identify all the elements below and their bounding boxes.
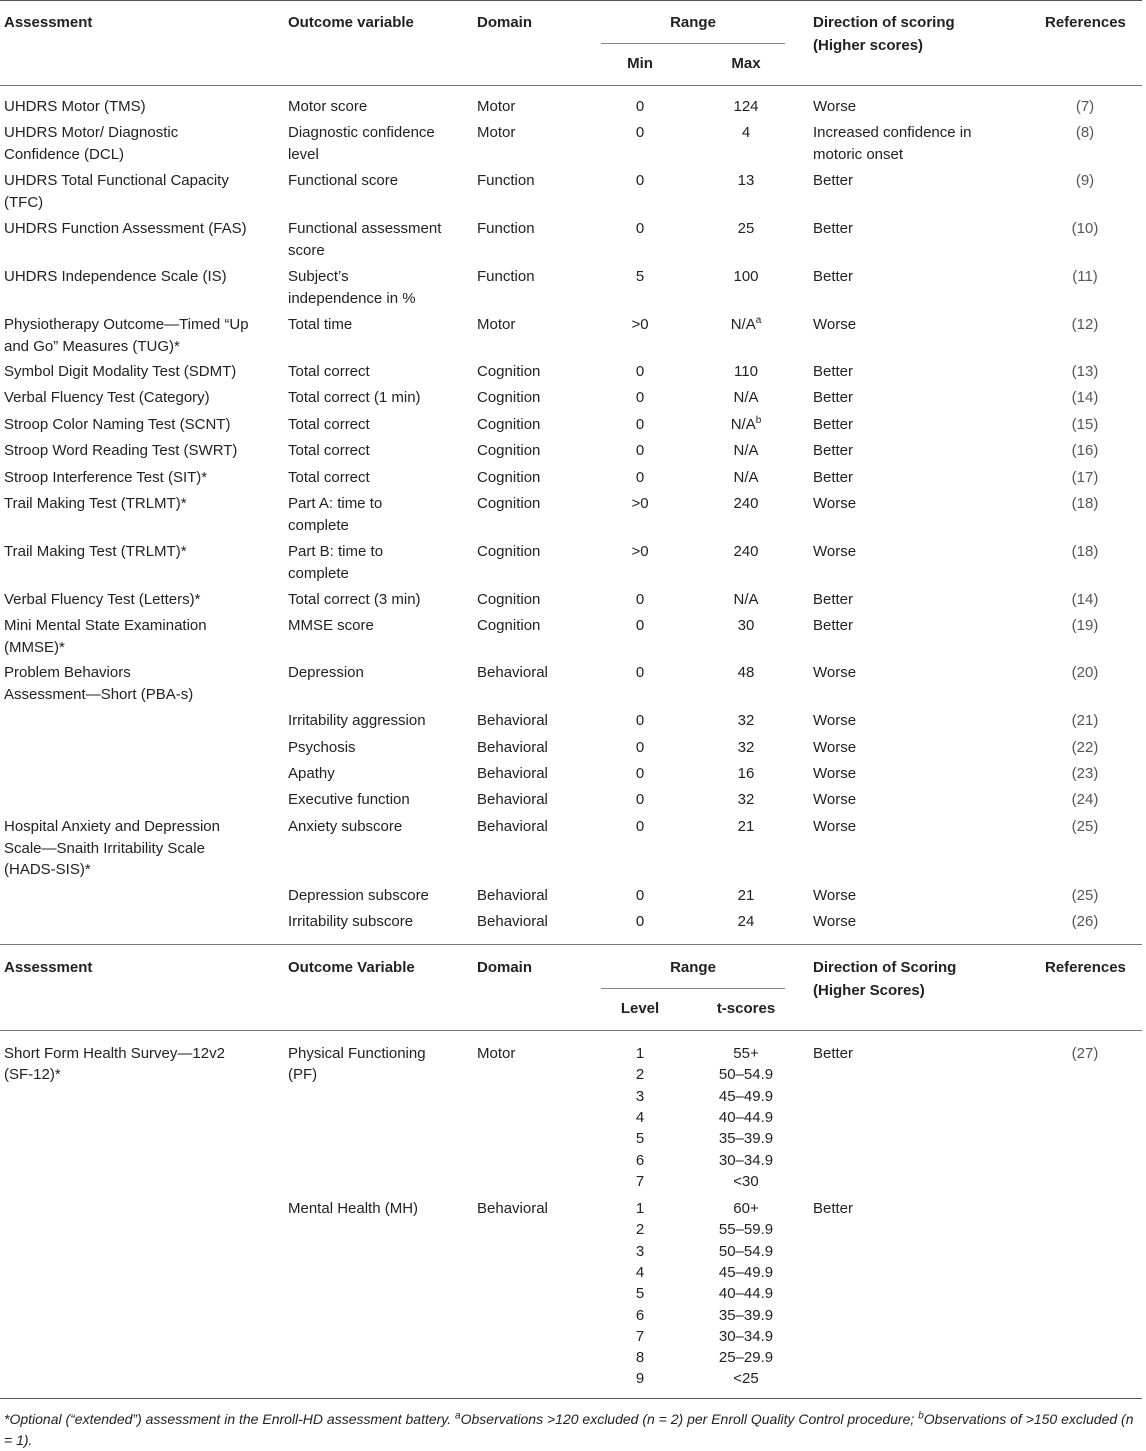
- max-value: N/A: [733, 469, 759, 486]
- domain-cell: Cognition: [477, 591, 541, 608]
- min-cell: >0: [631, 495, 649, 512]
- tscore-cell: 55+: [733, 1045, 759, 1062]
- min-cell: 0: [635, 416, 645, 433]
- direction-cell: Better: [813, 617, 854, 634]
- reference-cell: (27): [1071, 1045, 1099, 1062]
- direction-cell: Better: [813, 469, 854, 486]
- min-cell: 0: [635, 389, 645, 406]
- outcome-cell: Apathy: [288, 765, 335, 782]
- max-value: 124: [733, 98, 759, 115]
- max-cell: [706, 361, 786, 383]
- max-cell: [706, 911, 786, 933]
- header2-rule: [0, 1030, 1142, 1031]
- max-value: 32: [737, 739, 755, 756]
- outcome-cell: Depression: [288, 664, 364, 681]
- outcome-cell: Total correct (3 min): [288, 591, 421, 608]
- min-cell: 0: [635, 712, 645, 729]
- direction-cell: Increased confidence in: [813, 124, 972, 141]
- direction-cell: Better: [813, 268, 854, 285]
- max-value: 25: [737, 220, 755, 237]
- min-cell: 0: [635, 363, 645, 380]
- min-cell: 0: [635, 913, 645, 930]
- min-cell: 0: [635, 617, 645, 634]
- outcome-cell: Anxiety subscore: [288, 818, 403, 835]
- reference-cell: (11): [1072, 268, 1098, 285]
- tscore-cell: <25: [733, 1370, 759, 1388]
- header-assessment: Assessment: [4, 14, 93, 31]
- level-cell: 3: [635, 1242, 645, 1260]
- reference-cell: (25): [1071, 818, 1099, 835]
- max-cell: [706, 885, 786, 907]
- header2-tscores: t-scores: [716, 1000, 776, 1017]
- max-value: 240: [733, 543, 759, 560]
- direction-cell: Worse: [813, 98, 857, 115]
- assessment-cell: Scale—Snaith Irritability Scale: [4, 839, 205, 857]
- reference-cell: (14): [1071, 591, 1099, 608]
- domain-cell: Behavioral: [477, 791, 548, 808]
- assessment-cell: Short Form Health Survey—12v2: [4, 1045, 225, 1062]
- direction-cell: Better: [813, 416, 854, 433]
- max-cell: [706, 218, 786, 240]
- domain-cell: Behavioral: [477, 913, 548, 930]
- outcome-cell: (PF): [288, 1066, 318, 1084]
- tscore-cell: 40–44.9: [718, 1108, 774, 1126]
- tscore-cell: 55–59.9: [718, 1221, 774, 1239]
- header-references: References: [1045, 14, 1126, 31]
- outcome-cell: Physical Functioning: [288, 1045, 426, 1062]
- outcome-cell: Functional score: [288, 172, 399, 189]
- domain-cell: Motor: [477, 98, 516, 115]
- max-value: 16: [737, 765, 755, 782]
- max-cell: [706, 170, 786, 192]
- max-cell: [706, 266, 786, 288]
- domain-cell: Cognition: [477, 543, 541, 560]
- reference-cell: (22): [1071, 739, 1099, 756]
- header2-level: Level: [620, 1000, 660, 1017]
- max-value: 240: [733, 495, 759, 512]
- header2-direction-sub: (Higher Scores): [813, 982, 925, 999]
- reference-cell: (24): [1071, 791, 1099, 808]
- tscore-cell: 35–39.9: [718, 1306, 774, 1324]
- footnote-marker: a: [755, 315, 762, 326]
- max-value: 48: [737, 664, 755, 681]
- direction-cell: Worse: [813, 818, 857, 835]
- max-cell: [706, 122, 786, 144]
- header2-direction: Direction of Scoring: [813, 959, 957, 976]
- max-cell: [706, 96, 786, 118]
- domain-cell: Cognition: [477, 363, 541, 380]
- assessment-cell: Assessment—Short (PBA-s): [4, 685, 194, 703]
- assessment-cell: Verbal Fluency Test (Category): [4, 389, 210, 406]
- min-cell: 0: [635, 442, 645, 459]
- reference-cell: (18): [1071, 543, 1099, 560]
- tscore-cell: 50–54.9: [718, 1066, 774, 1084]
- assessment-cell: UHDRS Motor (TMS): [4, 98, 146, 115]
- outcome-cell: Irritability aggression: [288, 712, 426, 729]
- assessment-cell: UHDRS Independence Scale (IS): [4, 268, 227, 285]
- level-cell: 2: [635, 1221, 645, 1239]
- direction-cell: Better: [813, 363, 854, 380]
- level-cell: 2: [635, 1066, 645, 1084]
- domain-cell: Function: [477, 268, 535, 285]
- max-value: N/A: [733, 442, 759, 459]
- max-cell: [706, 816, 786, 838]
- domain-cell: Motor: [477, 316, 516, 333]
- domain-cell: Function: [477, 220, 535, 237]
- direction-cell: Better: [813, 389, 854, 406]
- reference-cell: (13): [1071, 363, 1099, 380]
- max-value: 32: [737, 712, 755, 729]
- domain-cell: Cognition: [477, 416, 541, 433]
- tscore-cell: 45–49.9: [718, 1263, 774, 1281]
- reference-cell: (19): [1071, 617, 1099, 634]
- direction-cell: Better: [813, 1045, 854, 1062]
- assessment-cell: (HADS-SIS)*: [4, 861, 91, 878]
- direction-cell: Better: [813, 591, 854, 608]
- header-max: Max: [731, 55, 761, 72]
- max-cell: [706, 541, 786, 563]
- domain-cell: Behavioral: [477, 1200, 548, 1217]
- assessment-cell: Hospital Anxiety and Depression: [4, 818, 220, 835]
- assessment-cell: (TFC): [4, 193, 44, 211]
- min-cell: 0: [635, 739, 645, 756]
- assessment-cell: (MMSE)*: [4, 638, 65, 656]
- domain-cell: Behavioral: [477, 887, 548, 904]
- min-cell: 0: [635, 664, 645, 681]
- min-cell: 0: [635, 591, 645, 608]
- outcome-cell: Total correct: [288, 442, 370, 459]
- outcome-cell: Irritability subscore: [288, 913, 414, 930]
- outcome-cell: MMSE score: [288, 617, 374, 634]
- min-cell: 0: [635, 98, 645, 115]
- assessment-cell: Stroop Interference Test (SIT)*: [4, 469, 208, 486]
- header2-assessment: Assessment: [4, 959, 93, 976]
- outcome-cell: complete: [288, 516, 349, 534]
- bottom-rule: [0, 1398, 1142, 1399]
- min-cell: 0: [635, 887, 645, 904]
- min-cell: 0: [635, 818, 645, 835]
- level-cell: 7: [635, 1327, 645, 1345]
- max-cell: [706, 387, 786, 409]
- header-rule: [0, 85, 1142, 86]
- min-cell: >0: [631, 316, 649, 333]
- max-value: 24: [737, 913, 755, 930]
- max-cell: [706, 737, 786, 759]
- domain-cell: Cognition: [477, 442, 541, 459]
- header-direction-sub: (Higher scores): [813, 37, 924, 54]
- range-divider: [601, 43, 785, 44]
- footnote-b-mark: b: [918, 1410, 924, 1422]
- assessment-cell: Mini Mental State Examination: [4, 617, 207, 634]
- reference-cell: (26): [1071, 913, 1099, 930]
- assessment-cell: and Go” Measures (TUG)*: [4, 337, 180, 355]
- outcome-cell: Total correct (1 min): [288, 389, 421, 406]
- level-cell: 1: [635, 1200, 645, 1217]
- max-cell: [706, 440, 786, 462]
- direction-cell: Worse: [813, 712, 857, 729]
- outcome-cell: Total correct: [288, 469, 370, 486]
- reference-cell: (20): [1071, 664, 1099, 681]
- domain-cell: Function: [477, 172, 535, 189]
- outcome-cell: Part A: time to: [288, 495, 383, 512]
- max-cell: [706, 493, 786, 515]
- domain-cell: Cognition: [477, 617, 541, 634]
- reference-cell: (10): [1071, 220, 1099, 237]
- assessment-cell: Confidence (DCL): [4, 145, 125, 163]
- tscore-cell: 30–34.9: [718, 1151, 774, 1169]
- top-rule: [0, 0, 1142, 1]
- reference-cell: (15): [1071, 416, 1099, 433]
- max-value: 21: [737, 818, 755, 835]
- domain-cell: Behavioral: [477, 712, 548, 729]
- max-cell: [706, 662, 786, 684]
- direction-cell: Worse: [813, 316, 857, 333]
- min-cell: 5: [635, 268, 645, 285]
- level-cell: 4: [635, 1108, 645, 1126]
- max-value: 30: [737, 617, 755, 634]
- outcome-cell: score: [288, 241, 325, 259]
- outcome-cell: Executive function: [288, 791, 410, 808]
- tscore-cell: 50–54.9: [718, 1242, 774, 1260]
- max-value: 4: [741, 124, 751, 141]
- footnote-b-text: Observations of >150 excluded (n = 1).: [4, 1411, 1134, 1448]
- domain-cell: Cognition: [477, 495, 541, 512]
- header-range: Range: [670, 14, 716, 31]
- min-cell: 0: [635, 791, 645, 808]
- level-cell: 7: [635, 1172, 645, 1190]
- domain-cell: Behavioral: [477, 818, 548, 835]
- domain-cell: Motor: [477, 124, 516, 141]
- footnote-star: *Optional (“extended”) assessment in the Enroll-HD assessment battery.: [4, 1411, 456, 1427]
- assessment-cell: UHDRS Motor/ Diagnostic: [4, 124, 179, 141]
- tscore-cell: 30–34.9: [718, 1327, 774, 1345]
- direction-cell: Worse: [813, 791, 857, 808]
- outcome-cell: complete: [288, 564, 349, 582]
- outcome-cell: level: [288, 145, 319, 163]
- max-cell: [706, 789, 786, 811]
- domain-cell: Behavioral: [477, 664, 548, 681]
- header2-range: Range: [670, 959, 716, 976]
- outcome-cell: Total correct: [288, 363, 370, 380]
- min-cell: 0: [635, 220, 645, 237]
- footnote: [4, 1409, 1144, 1451]
- domain-cell: Behavioral: [477, 765, 548, 782]
- direction-cell: Worse: [813, 664, 857, 681]
- header2-references: References: [1045, 959, 1126, 976]
- reference-cell: (12): [1071, 316, 1099, 333]
- assessment-cell: UHDRS Function Assessment (FAS): [4, 220, 247, 237]
- footnote-a-text: Observations >120 excluded (n = 2) per Enroll Quality Control procedure;: [460, 1411, 919, 1427]
- domain-cell: Cognition: [477, 469, 541, 486]
- footnote-a-mark: a: [455, 1410, 461, 1422]
- outcome-cell: Psychosis: [288, 739, 356, 756]
- outcome-cell: Subject’s: [288, 268, 349, 285]
- footnote-marker: b: [755, 415, 762, 426]
- outcome-cell: Diagnostic confidence: [288, 124, 435, 141]
- min-cell: 0: [635, 765, 645, 782]
- header-domain: Domain: [477, 14, 533, 31]
- direction-cell: Worse: [813, 543, 857, 560]
- section-rule: [0, 944, 1142, 945]
- max-value: 32: [737, 791, 755, 808]
- assessment-cell: Problem Behaviors: [4, 664, 131, 681]
- direction-cell: motoric onset: [813, 145, 904, 163]
- assessment-cell: Trail Making Test (TRLMT)*: [4, 495, 187, 512]
- max-cell: [706, 710, 786, 732]
- header-direction: Direction of scoring: [813, 14, 955, 31]
- reference-cell: (18): [1071, 495, 1099, 512]
- max-cell: [706, 414, 786, 436]
- outcome-cell: Total correct: [288, 416, 370, 433]
- outcome-cell: Functional assessment: [288, 220, 442, 237]
- outcome-cell: Part B: time to: [288, 543, 384, 560]
- max-cell: [706, 467, 786, 489]
- max-value: 110: [734, 363, 758, 380]
- reference-cell: (7): [1075, 98, 1095, 115]
- domain-cell: Motor: [477, 1045, 516, 1062]
- header2-outcome: Outcome Variable: [288, 959, 415, 976]
- direction-cell: Worse: [813, 495, 857, 512]
- direction-cell: Worse: [813, 765, 857, 782]
- level-cell: 5: [635, 1130, 645, 1148]
- min-cell: 0: [635, 469, 645, 486]
- max-cell: [706, 615, 786, 637]
- level-cell: 6: [635, 1151, 645, 1169]
- direction-cell: Better: [813, 442, 854, 459]
- max-value: N/A: [730, 316, 756, 333]
- direction-cell: Better: [813, 220, 854, 237]
- direction-cell: Worse: [813, 887, 857, 904]
- min-cell: 0: [635, 172, 645, 189]
- level-cell: 1: [635, 1045, 645, 1062]
- direction-cell: Worse: [813, 913, 857, 930]
- max-cell: [706, 763, 786, 785]
- assessment-cell: Physiotherapy Outcome—Timed “Up: [4, 316, 249, 333]
- level-cell: 3: [635, 1087, 645, 1105]
- reference-cell: (23): [1071, 765, 1099, 782]
- reference-cell: (17): [1071, 469, 1099, 486]
- direction-cell: Better: [813, 172, 854, 189]
- assessment-cell: Trail Making Test (TRLMT)*: [4, 543, 187, 560]
- reference-cell: (9): [1075, 172, 1095, 189]
- header-outcome: Outcome variable: [288, 14, 414, 31]
- assessment-cell: Stroop Color Naming Test (SCNT): [4, 416, 231, 433]
- direction-cell: Worse: [813, 739, 857, 756]
- max-value: 100: [733, 268, 759, 285]
- tscore-cell: <30: [733, 1172, 759, 1190]
- assessment-cell: UHDRS Total Functional Capacity: [4, 172, 229, 189]
- assessment-cell: Symbol Digit Modality Test (SDMT): [4, 363, 237, 380]
- max-value: N/A: [733, 591, 759, 608]
- reference-cell: (16): [1071, 442, 1099, 459]
- outcome-cell: Total time: [288, 316, 353, 333]
- header-min: Min: [627, 55, 653, 72]
- max-value: N/A: [730, 416, 756, 433]
- tscore-cell: 40–44.9: [718, 1285, 774, 1303]
- level-cell: 9: [635, 1370, 645, 1388]
- max-cell: [706, 589, 786, 611]
- tscore-cell: 25–29.9: [718, 1349, 774, 1367]
- tscore-cell: 60+: [733, 1200, 759, 1217]
- max-cell: [706, 314, 786, 336]
- tscore-cell: 45–49.9: [718, 1087, 774, 1105]
- min-cell: 0: [635, 124, 645, 141]
- outcome-cell: Depression subscore: [288, 887, 429, 904]
- max-value: N/A: [733, 389, 759, 406]
- tscore-cell: 35–39.9: [718, 1130, 774, 1148]
- level-cell: 8: [635, 1349, 645, 1367]
- reference-cell: (8): [1075, 124, 1095, 141]
- assessment-cell: (SF-12)*: [4, 1066, 61, 1084]
- outcome-cell: Mental Health (MH): [288, 1200, 419, 1217]
- min-cell: >0: [631, 543, 649, 560]
- level-cell: 6: [635, 1306, 645, 1324]
- reference-cell: (14): [1071, 389, 1099, 406]
- max-value: 21: [737, 887, 755, 904]
- level-cell: 4: [635, 1263, 645, 1281]
- max-value: 13: [737, 172, 755, 189]
- reference-cell: (21): [1071, 712, 1099, 729]
- range2-divider: [601, 988, 785, 989]
- outcome-cell: independence in %: [288, 289, 416, 307]
- outcome-cell: Motor score: [288, 98, 368, 115]
- assessment-cell: Verbal Fluency Test (Letters)*: [4, 591, 201, 608]
- domain-cell: Behavioral: [477, 739, 548, 756]
- reference-cell: (25): [1071, 887, 1099, 904]
- header2-domain: Domain: [477, 959, 533, 976]
- domain-cell: Cognition: [477, 389, 541, 406]
- direction-cell: Better: [813, 1200, 854, 1217]
- level-cell: 5: [635, 1285, 645, 1303]
- assessment-cell: Stroop Word Reading Test (SWRT): [4, 442, 238, 459]
